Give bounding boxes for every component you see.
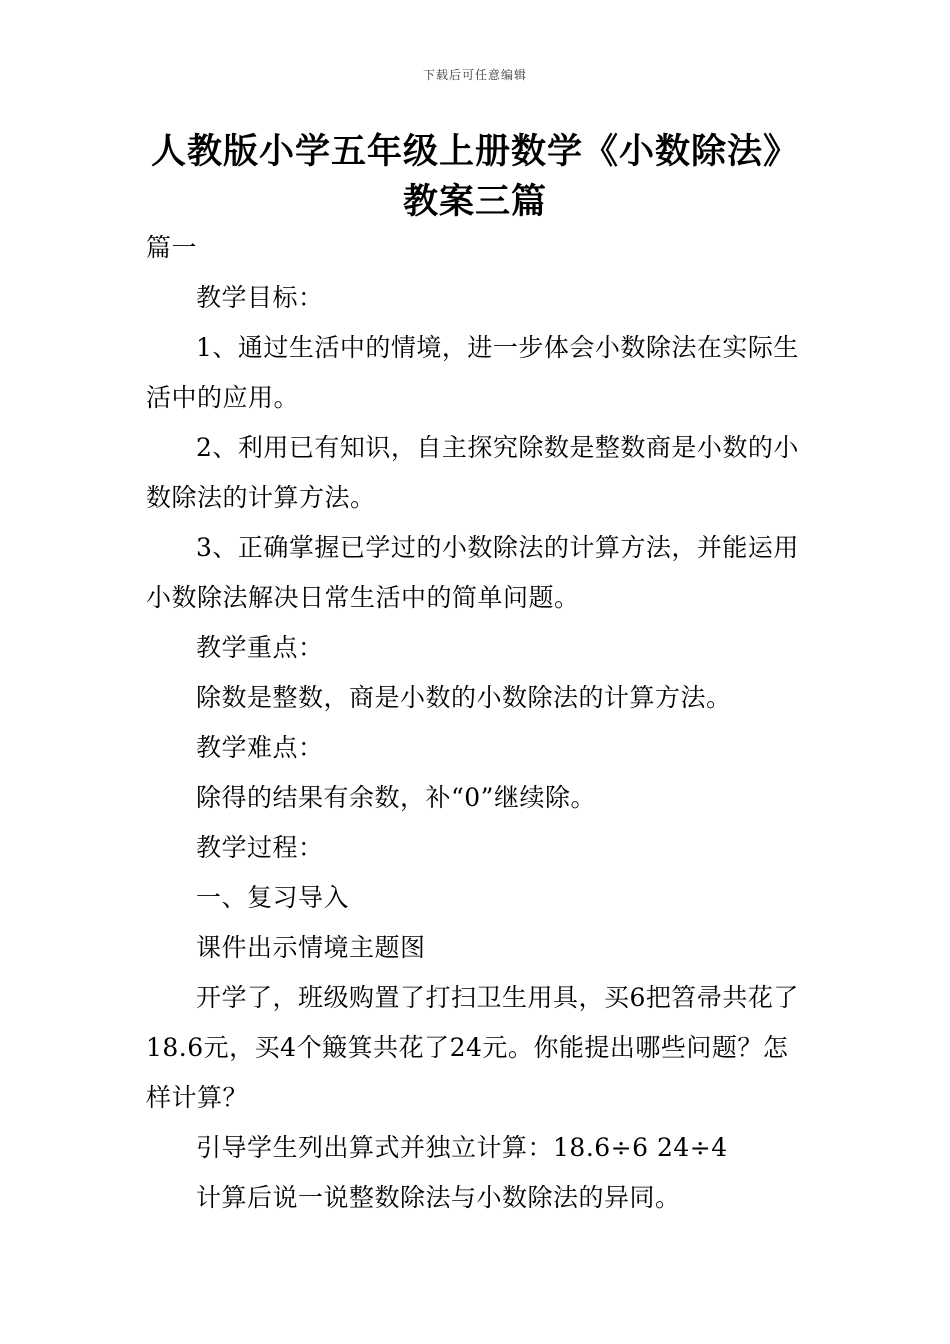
- paragraph-line: 18.6元，买4个簸箕共花了24元。你能提出哪些问题？怎: [146, 1033, 789, 1062]
- paragraph-line: 除得的结果有余数，补“0”继续除。: [196, 783, 596, 812]
- document-title-line-2: 教案三篇: [402, 182, 547, 222]
- paragraph-line: 一、复习导入: [196, 883, 350, 912]
- header-note: 下载后可任意编辑: [422, 68, 527, 82]
- paragraph-line: 教学难点：: [196, 733, 324, 762]
- paragraph-line: 计算后说一说整数除法与小数除法的异同。: [196, 1183, 681, 1212]
- paragraph-line: 教学目标：: [196, 283, 324, 312]
- paragraph-line: 数除法的计算方法。: [146, 483, 376, 512]
- paragraph-line: 开学了，班级购置了打扫卫生用具，买6把笤帚共花了: [196, 983, 799, 1012]
- paragraph-line: 教学过程：: [196, 833, 324, 862]
- paragraph-line: 课件出示情境主题图: [196, 933, 426, 962]
- document-title-line-1: 人教版小学五年级上册数学《小数除法》: [150, 132, 799, 172]
- paragraph-line: 1、通过生活中的情境，进一步体会小数除法在实际生: [196, 333, 799, 362]
- paragraph-line: 3、正确掌握已学过的小数除法的计算方法，并能运用: [196, 533, 799, 562]
- paragraph-line: 除数是整数，商是小数的小数除法的计算方法。: [196, 683, 732, 712]
- paragraph-line: 样计算？: [146, 1083, 249, 1112]
- paragraph-line: 活中的应用。: [146, 383, 300, 412]
- paragraph-line: 2、利用已有知识，自主探究除数是整数商是小数的小: [196, 433, 799, 462]
- paragraph-line: 引导学生列出算式并独立计算：18.6÷6 24÷4: [196, 1133, 728, 1162]
- paragraph-line: 教学重点：: [196, 633, 324, 662]
- section-heading: 篇一: [146, 233, 198, 262]
- paragraph-line: 小数除法解决日常生活中的简单问题。: [146, 583, 580, 612]
